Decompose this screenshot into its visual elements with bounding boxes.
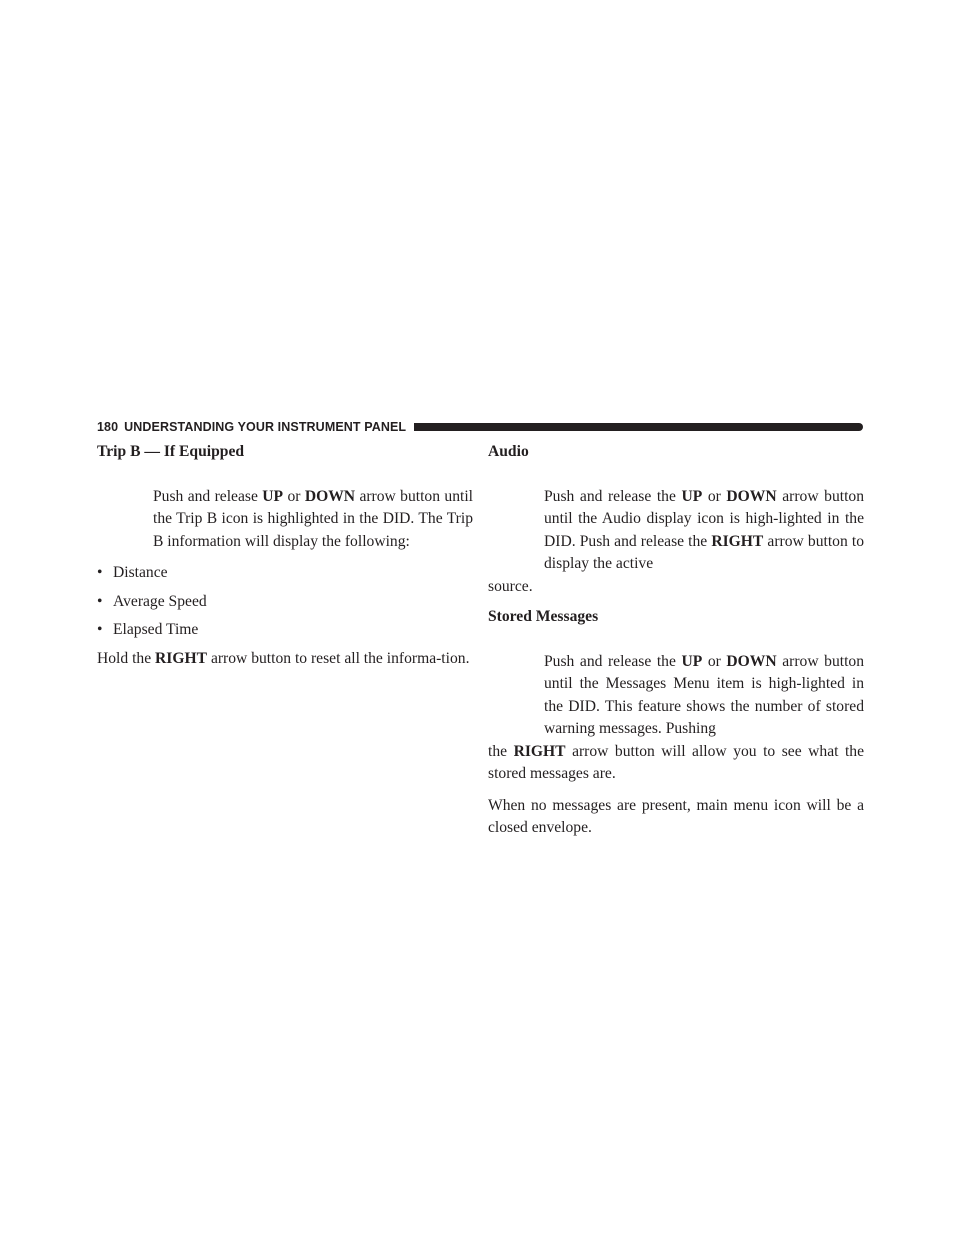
right-key-label: RIGHT [711,532,764,550]
list-item: • Elapsed Time [97,619,473,642]
down-key-label: DOWN [304,487,356,505]
audio-instruction-tail: source. [488,577,533,595]
bullet-icon: • [97,564,103,581]
audio-instruction: Push and release the UP or DOWN arrow button until the Audio display icon is high-lighted in the DID. Push and release the RIGHT arrow button to display the active [544,487,864,572]
left-column [97,441,473,670]
right-key-label: RIGHT [513,742,566,760]
bullet-icon: • [97,592,103,610]
header-rule [414,423,863,431]
trip-b-instruction: Push and release UP or DOWN arrow button until the Trip B icon is highlighted in the DID. The Trip B information will display the following: [153,487,473,550]
list-item: • Distance [97,562,473,585]
right-key-label: RIGHT [155,649,208,667]
up-key-label: UP [681,652,703,670]
stored-messages-instruction-tail: the RIGHT arrow button will allow you to see what the stored messages are. [488,742,865,782]
bullet-icon: • [97,621,103,638]
right-column [488,441,864,840]
down-key-label: DOWN [726,652,777,670]
page-number: 180 [97,420,119,434]
down-key-label: DOWN [726,487,777,505]
stored-messages-instruction: Push and release the UP or DOWN arrow button until the Messages Menu item is high-lighted in the DID. This feature shows the number of stored warning messages. Pushing [544,652,864,737]
trip-b-list [97,562,473,642]
audio-heading: Audio [488,443,529,460]
trip-b-heading: Trip B — If Equipped [97,443,245,460]
stored-messages-heading: Stored Messages [488,608,599,625]
header-title: UNDERSTANDING YOUR INSTRUMENT PANEL [124,420,407,434]
list-item: • Average Speed [97,591,473,614]
page-header [97,419,863,435]
up-key-label: UP [681,487,703,505]
trip-b-reset-note: Hold the RIGHT arrow button to reset all the informa-tion. [97,649,470,667]
stored-messages-note: When no messages are present, main menu icon will be a closed envelope. [488,796,864,836]
up-key-label: UP [262,487,284,505]
